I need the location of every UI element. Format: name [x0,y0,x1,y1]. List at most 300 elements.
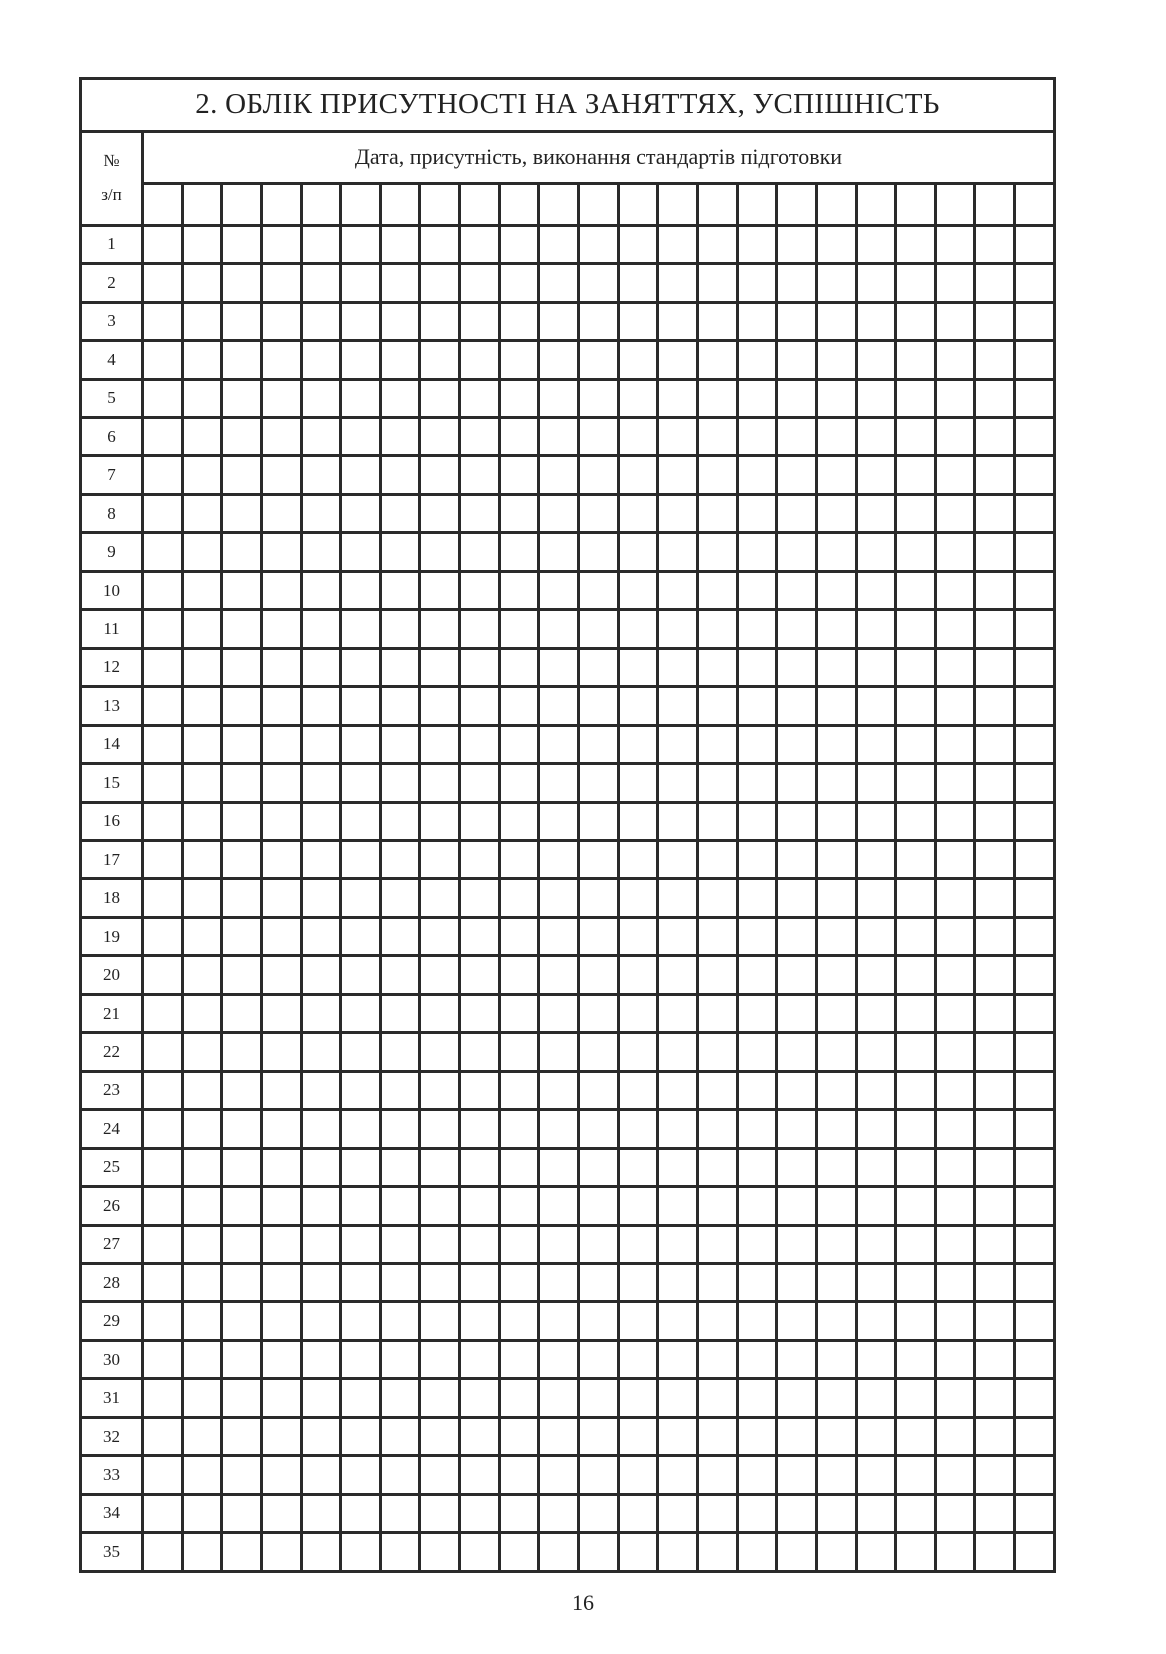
attendance-cell[interactable] [380,1263,420,1301]
attendance-cell[interactable] [856,379,896,417]
attendance-cell[interactable] [539,1456,579,1494]
attendance-cell[interactable] [856,1379,896,1417]
attendance-cell[interactable] [261,1494,301,1532]
attendance-cell[interactable] [697,610,737,648]
attendance-cell[interactable] [816,802,856,840]
attendance-cell[interactable] [341,956,381,994]
attendance-cell[interactable] [301,341,341,379]
attendance-cell[interactable] [697,648,737,686]
attendance-cell[interactable] [935,1417,975,1455]
attendance-cell[interactable] [182,264,222,302]
attendance-cell[interactable] [222,1417,262,1455]
attendance-cell[interactable] [1015,994,1055,1032]
attendance-cell[interactable] [143,648,183,686]
attendance-cell[interactable] [935,1302,975,1340]
attendance-cell[interactable] [896,1340,936,1378]
attendance-cell[interactable] [341,994,381,1032]
attendance-cell[interactable] [856,1148,896,1186]
attendance-cell[interactable] [579,610,619,648]
attendance-cell[interactable] [935,1225,975,1263]
attendance-cell[interactable] [896,302,936,340]
attendance-cell[interactable] [697,879,737,917]
attendance-cell[interactable] [777,341,817,379]
attendance-cell[interactable] [182,1417,222,1455]
attendance-cell[interactable] [380,494,420,532]
attendance-cell[interactable] [579,1033,619,1071]
date-slot-cell[interactable] [816,184,856,226]
attendance-cell[interactable] [222,1033,262,1071]
attendance-cell[interactable] [341,494,381,532]
date-slot-cell[interactable] [261,184,301,226]
date-slot-cell[interactable] [658,184,698,226]
attendance-cell[interactable] [301,1340,341,1378]
attendance-cell[interactable] [737,994,777,1032]
attendance-cell[interactable] [618,725,658,763]
attendance-cell[interactable] [301,1071,341,1109]
attendance-cell[interactable] [618,1071,658,1109]
attendance-cell[interactable] [737,648,777,686]
attendance-cell[interactable] [737,917,777,955]
attendance-cell[interactable] [618,418,658,456]
attendance-cell[interactable] [261,302,301,340]
attendance-cell[interactable] [579,418,619,456]
attendance-cell[interactable] [222,1225,262,1263]
attendance-cell[interactable] [816,571,856,609]
attendance-cell[interactable] [856,341,896,379]
attendance-cell[interactable] [182,1263,222,1301]
attendance-cell[interactable] [816,725,856,763]
attendance-cell[interactable] [618,1533,658,1572]
attendance-cell[interactable] [935,571,975,609]
attendance-cell[interactable] [935,917,975,955]
attendance-cell[interactable] [896,533,936,571]
attendance-cell[interactable] [737,1110,777,1148]
attendance-cell[interactable] [697,841,737,879]
attendance-cell[interactable] [341,1071,381,1109]
attendance-cell[interactable] [143,994,183,1032]
attendance-cell[interactable] [1015,917,1055,955]
attendance-cell[interactable] [816,1148,856,1186]
attendance-cell[interactable] [301,841,341,879]
attendance-cell[interactable] [896,994,936,1032]
attendance-cell[interactable] [341,1417,381,1455]
attendance-cell[interactable] [460,725,500,763]
attendance-cell[interactable] [499,1533,539,1572]
attendance-cell[interactable] [380,648,420,686]
attendance-cell[interactable] [143,917,183,955]
attendance-cell[interactable] [579,841,619,879]
attendance-cell[interactable] [301,610,341,648]
attendance-cell[interactable] [460,879,500,917]
attendance-cell[interactable] [182,456,222,494]
attendance-cell[interactable] [896,917,936,955]
attendance-cell[interactable] [341,802,381,840]
attendance-cell[interactable] [182,341,222,379]
attendance-cell[interactable] [222,764,262,802]
attendance-cell[interactable] [856,1263,896,1301]
attendance-cell[interactable] [975,956,1015,994]
attendance-cell[interactable] [301,1379,341,1417]
attendance-cell[interactable] [618,379,658,417]
attendance-cell[interactable] [935,418,975,456]
attendance-cell[interactable] [896,879,936,917]
attendance-cell[interactable] [935,879,975,917]
attendance-cell[interactable] [935,1456,975,1494]
attendance-cell[interactable] [777,1340,817,1378]
attendance-cell[interactable] [261,1110,301,1148]
attendance-cell[interactable] [935,1187,975,1225]
attendance-cell[interactable] [618,225,658,263]
date-slot-cell[interactable] [420,184,460,226]
attendance-cell[interactable] [182,610,222,648]
attendance-cell[interactable] [975,1494,1015,1532]
attendance-cell[interactable] [1015,764,1055,802]
attendance-cell[interactable] [499,1225,539,1263]
attendance-cell[interactable] [658,802,698,840]
attendance-cell[interactable] [222,1263,262,1301]
attendance-cell[interactable] [499,1340,539,1378]
attendance-cell[interactable] [856,956,896,994]
attendance-cell[interactable] [777,994,817,1032]
attendance-cell[interactable] [777,1225,817,1263]
attendance-cell[interactable] [341,841,381,879]
attendance-cell[interactable] [816,225,856,263]
attendance-cell[interactable] [737,418,777,456]
attendance-cell[interactable] [975,879,1015,917]
attendance-cell[interactable] [579,1187,619,1225]
attendance-cell[interactable] [816,418,856,456]
attendance-cell[interactable] [539,687,579,725]
attendance-cell[interactable] [499,687,539,725]
attendance-cell[interactable] [261,1302,301,1340]
attendance-cell[interactable] [579,494,619,532]
attendance-cell[interactable] [697,1533,737,1572]
attendance-cell[interactable] [499,841,539,879]
attendance-cell[interactable] [618,1148,658,1186]
attendance-cell[interactable] [341,264,381,302]
attendance-cell[interactable] [460,1110,500,1148]
attendance-cell[interactable] [777,1417,817,1455]
attendance-cell[interactable] [1015,1379,1055,1417]
attendance-cell[interactable] [856,494,896,532]
attendance-cell[interactable] [935,802,975,840]
attendance-cell[interactable] [341,1225,381,1263]
attendance-cell[interactable] [777,1071,817,1109]
attendance-cell[interactable] [143,1071,183,1109]
attendance-cell[interactable] [380,1302,420,1340]
attendance-cell[interactable] [301,1417,341,1455]
attendance-cell[interactable] [420,225,460,263]
attendance-cell[interactable] [380,764,420,802]
attendance-cell[interactable] [499,725,539,763]
attendance-cell[interactable] [737,610,777,648]
attendance-cell[interactable] [261,1148,301,1186]
attendance-cell[interactable] [896,1302,936,1340]
attendance-cell[interactable] [222,956,262,994]
attendance-cell[interactable] [261,1340,301,1378]
attendance-cell[interactable] [856,802,896,840]
attendance-cell[interactable] [697,1225,737,1263]
attendance-cell[interactable] [856,1340,896,1378]
attendance-cell[interactable] [143,264,183,302]
attendance-cell[interactable] [816,879,856,917]
attendance-cell[interactable] [1015,1302,1055,1340]
attendance-cell[interactable] [935,533,975,571]
attendance-cell[interactable] [777,1148,817,1186]
attendance-cell[interactable] [737,725,777,763]
attendance-cell[interactable] [182,1379,222,1417]
attendance-cell[interactable] [975,379,1015,417]
attendance-cell[interactable] [697,264,737,302]
attendance-cell[interactable] [856,1417,896,1455]
attendance-cell[interactable] [816,379,856,417]
attendance-cell[interactable] [975,1187,1015,1225]
attendance-cell[interactable] [143,1187,183,1225]
attendance-cell[interactable] [579,341,619,379]
attendance-cell[interactable] [539,1263,579,1301]
attendance-cell[interactable] [579,302,619,340]
attendance-cell[interactable] [143,418,183,456]
attendance-cell[interactable] [816,764,856,802]
attendance-cell[interactable] [1015,379,1055,417]
attendance-cell[interactable] [935,1379,975,1417]
attendance-cell[interactable] [896,1263,936,1301]
attendance-cell[interactable] [935,225,975,263]
attendance-cell[interactable] [816,1494,856,1532]
date-slot-cell[interactable] [697,184,737,226]
attendance-cell[interactable] [777,264,817,302]
attendance-cell[interactable] [1015,1148,1055,1186]
attendance-cell[interactable] [222,264,262,302]
attendance-cell[interactable] [975,994,1015,1032]
attendance-cell[interactable] [261,264,301,302]
attendance-cell[interactable] [499,1494,539,1532]
attendance-cell[interactable] [856,1494,896,1532]
attendance-cell[interactable] [341,610,381,648]
attendance-cell[interactable] [697,302,737,340]
attendance-cell[interactable] [579,456,619,494]
attendance-cell[interactable] [658,1263,698,1301]
attendance-cell[interactable] [975,533,1015,571]
attendance-cell[interactable] [420,533,460,571]
attendance-cell[interactable] [697,764,737,802]
attendance-cell[interactable] [420,802,460,840]
attendance-cell[interactable] [658,1225,698,1263]
attendance-cell[interactable] [380,687,420,725]
attendance-cell[interactable] [856,264,896,302]
attendance-cell[interactable] [380,225,420,263]
attendance-cell[interactable] [618,917,658,955]
attendance-cell[interactable] [222,1071,262,1109]
attendance-cell[interactable] [816,956,856,994]
attendance-cell[interactable] [499,1187,539,1225]
attendance-cell[interactable] [499,994,539,1032]
attendance-cell[interactable] [896,1456,936,1494]
attendance-cell[interactable] [618,341,658,379]
attendance-cell[interactable] [182,1302,222,1340]
attendance-cell[interactable] [143,802,183,840]
attendance-cell[interactable] [341,1379,381,1417]
attendance-cell[interactable] [737,1263,777,1301]
attendance-cell[interactable] [1015,1187,1055,1225]
attendance-cell[interactable] [301,1263,341,1301]
attendance-cell[interactable] [935,648,975,686]
attendance-cell[interactable] [856,764,896,802]
attendance-cell[interactable] [420,725,460,763]
attendance-cell[interactable] [935,456,975,494]
attendance-cell[interactable] [420,1187,460,1225]
attendance-cell[interactable] [816,341,856,379]
attendance-cell[interactable] [261,1379,301,1417]
attendance-cell[interactable] [341,917,381,955]
attendance-cell[interactable] [1015,1340,1055,1378]
attendance-cell[interactable] [261,341,301,379]
attendance-cell[interactable] [777,533,817,571]
attendance-cell[interactable] [380,879,420,917]
attendance-cell[interactable] [143,225,183,263]
attendance-cell[interactable] [697,571,737,609]
attendance-cell[interactable] [341,1340,381,1378]
attendance-cell[interactable] [777,802,817,840]
attendance-cell[interactable] [261,1187,301,1225]
attendance-cell[interactable] [182,302,222,340]
attendance-cell[interactable] [896,956,936,994]
attendance-cell[interactable] [420,456,460,494]
attendance-cell[interactable] [935,1071,975,1109]
attendance-cell[interactable] [539,533,579,571]
attendance-cell[interactable] [579,1340,619,1378]
attendance-cell[interactable] [896,341,936,379]
attendance-cell[interactable] [816,264,856,302]
attendance-cell[interactable] [697,1302,737,1340]
attendance-cell[interactable] [975,1148,1015,1186]
attendance-cell[interactable] [658,687,698,725]
attendance-cell[interactable] [935,994,975,1032]
attendance-cell[interactable] [816,1456,856,1494]
attendance-cell[interactable] [658,1494,698,1532]
attendance-cell[interactable] [341,418,381,456]
attendance-cell[interactable] [579,1302,619,1340]
attendance-cell[interactable] [737,802,777,840]
date-slot-cell[interactable] [341,184,381,226]
attendance-cell[interactable] [658,1456,698,1494]
attendance-cell[interactable] [499,264,539,302]
attendance-cell[interactable] [618,841,658,879]
attendance-cell[interactable] [143,1033,183,1071]
attendance-cell[interactable] [1015,571,1055,609]
attendance-cell[interactable] [143,302,183,340]
attendance-cell[interactable] [460,1302,500,1340]
attendance-cell[interactable] [301,725,341,763]
attendance-cell[interactable] [380,841,420,879]
attendance-cell[interactable] [975,456,1015,494]
attendance-cell[interactable] [499,225,539,263]
attendance-cell[interactable] [618,571,658,609]
attendance-cell[interactable] [737,1148,777,1186]
attendance-cell[interactable] [301,879,341,917]
attendance-cell[interactable] [539,1071,579,1109]
attendance-cell[interactable] [182,1456,222,1494]
attendance-cell[interactable] [499,956,539,994]
attendance-cell[interactable] [182,725,222,763]
attendance-cell[interactable] [816,841,856,879]
attendance-cell[interactable] [856,533,896,571]
attendance-cell[interactable] [816,1417,856,1455]
attendance-cell[interactable] [261,1033,301,1071]
attendance-cell[interactable] [658,1379,698,1417]
attendance-cell[interactable] [380,1340,420,1378]
attendance-cell[interactable] [460,1533,500,1572]
attendance-cell[interactable] [1015,533,1055,571]
attendance-cell[interactable] [460,1225,500,1263]
attendance-cell[interactable] [301,571,341,609]
attendance-cell[interactable] [935,764,975,802]
attendance-cell[interactable] [579,802,619,840]
attendance-cell[interactable] [420,1456,460,1494]
attendance-cell[interactable] [697,533,737,571]
attendance-cell[interactable] [460,610,500,648]
attendance-cell[interactable] [380,1187,420,1225]
attendance-cell[interactable] [975,802,1015,840]
date-slot-cell[interactable] [222,184,262,226]
attendance-cell[interactable] [261,841,301,879]
attendance-cell[interactable] [499,533,539,571]
attendance-cell[interactable] [143,725,183,763]
attendance-cell[interactable] [380,1071,420,1109]
attendance-cell[interactable] [499,341,539,379]
attendance-cell[interactable] [222,1494,262,1532]
attendance-cell[interactable] [499,1071,539,1109]
attendance-cell[interactable] [975,648,1015,686]
attendance-cell[interactable] [777,764,817,802]
attendance-cell[interactable] [499,764,539,802]
attendance-cell[interactable] [816,648,856,686]
attendance-cell[interactable] [222,418,262,456]
attendance-cell[interactable] [222,456,262,494]
attendance-cell[interactable] [499,879,539,917]
attendance-cell[interactable] [737,764,777,802]
attendance-cell[interactable] [618,648,658,686]
attendance-cell[interactable] [816,917,856,955]
attendance-cell[interactable] [658,456,698,494]
attendance-cell[interactable] [301,994,341,1032]
attendance-cell[interactable] [975,1225,1015,1263]
attendance-cell[interactable] [143,494,183,532]
attendance-cell[interactable] [143,1302,183,1340]
attendance-cell[interactable] [460,648,500,686]
attendance-cell[interactable] [975,494,1015,532]
attendance-cell[interactable] [499,418,539,456]
attendance-cell[interactable] [896,1187,936,1225]
attendance-cell[interactable] [182,379,222,417]
attendance-cell[interactable] [420,418,460,456]
attendance-cell[interactable] [460,533,500,571]
attendance-cell[interactable] [420,571,460,609]
attendance-cell[interactable] [499,379,539,417]
attendance-cell[interactable] [697,802,737,840]
attendance-cell[interactable] [975,264,1015,302]
attendance-cell[interactable] [261,379,301,417]
attendance-cell[interactable] [935,956,975,994]
attendance-cell[interactable] [935,687,975,725]
attendance-cell[interactable] [301,418,341,456]
attendance-cell[interactable] [618,1340,658,1378]
date-slot-cell[interactable] [777,184,817,226]
attendance-cell[interactable] [658,1187,698,1225]
attendance-cell[interactable] [341,1263,381,1301]
attendance-cell[interactable] [341,533,381,571]
attendance-cell[interactable] [420,1033,460,1071]
